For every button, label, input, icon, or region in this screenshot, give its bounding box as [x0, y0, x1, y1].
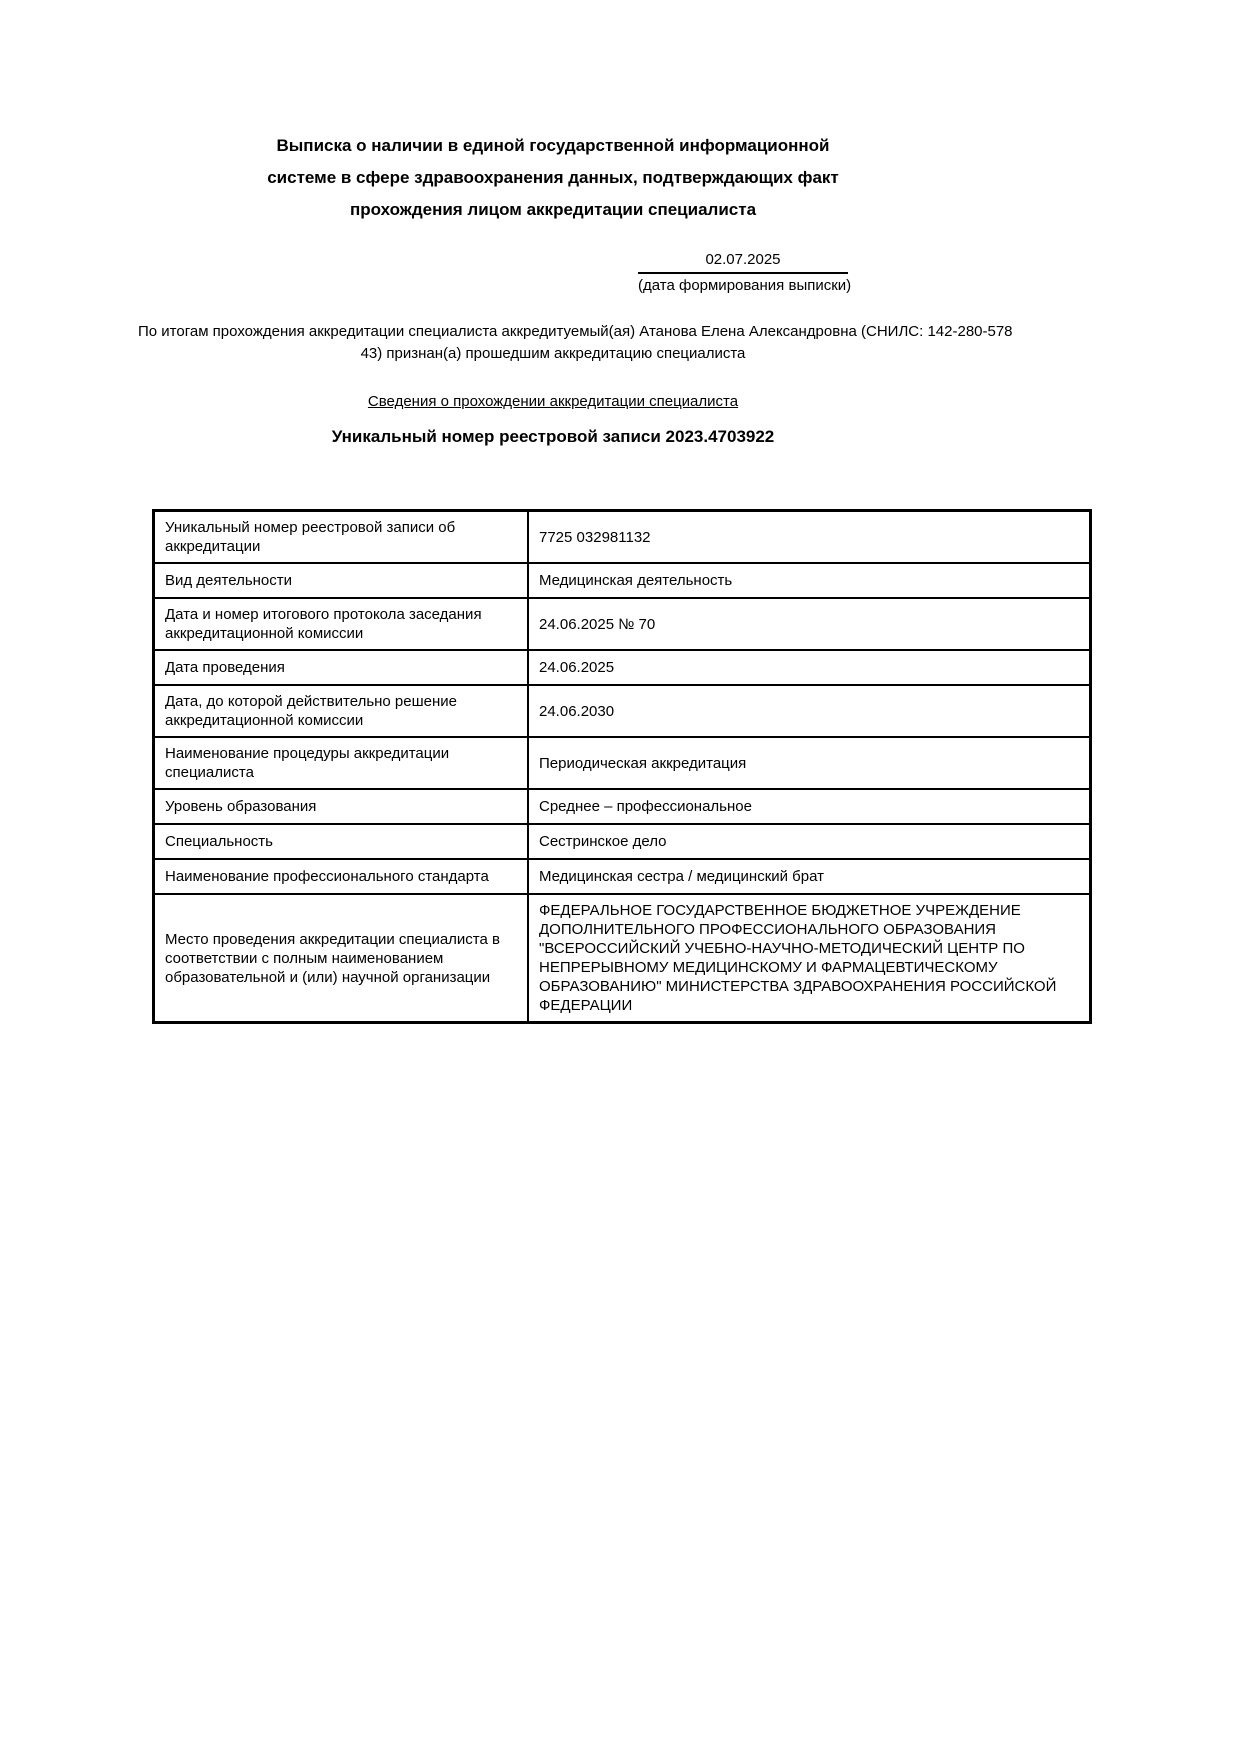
- table-row: [154, 511, 1091, 564]
- row-label: Специальность: [154, 824, 529, 859]
- table-row: [154, 789, 1091, 824]
- row-value: Периодическая аккредитация: [528, 737, 1091, 789]
- document-title-line: прохождения лицом аккредитации специалиста: [349, 200, 757, 219]
- row-label: Наименование профессионального стандарта: [154, 859, 529, 894]
- row-label: Вид деятельности: [154, 563, 529, 598]
- row-label: Дата проведения: [154, 650, 529, 685]
- table-row: [154, 563, 1091, 598]
- row-value: 24.06.2025 № 70: [528, 598, 1091, 650]
- accreditation-table: [152, 509, 1092, 1024]
- table-row: [154, 894, 1091, 1023]
- intro-line: По итогам прохождения аккредитации специалиста аккредитуемый(ая) Атанова Елена Александровна (СНИЛС: 142-280-578: [138, 323, 1013, 340]
- row-value: Медицинская деятельность: [528, 563, 1091, 598]
- row-value: 24.06.2030: [528, 685, 1091, 737]
- intro-paragraph: [138, 321, 1013, 365]
- row-label: Дата и номер итогового протокола заседания аккредитационной комиссии: [154, 598, 529, 650]
- row-value: ФЕДЕРАЛЬНОЕ ГОСУДАРСТВЕННОЕ БЮДЖЕТНОЕ УЧРЕЖДЕНИЕ ДОПОЛНИТЕЛЬНОГО ПРОФЕССИОНАЛЬНОГО ОБРАЗОВАНИЯ "ВСЕРОССИЙСКИЙ УЧЕБНО-НАУЧНО-МЕТОДИЧЕСКИЙ ЦЕНТР ПО НЕПРЕРЫВНОМУ МЕДИЦИНСКОМУ И ФАРМАЦЕВТИЧЕСКОМУ ОБРАЗОВАНИЮ" МИНИСТЕРСТВА ЗДРАВООХРАНЕНИЯ РОССИЙСКОЙ ФЕДЕРАЦИИ: [528, 894, 1091, 1023]
- row-label: Уникальный номер реестровой записи об аккредитации: [154, 511, 529, 564]
- issue-date: 02.07.2025: [638, 251, 848, 274]
- row-value: Медицинская сестра / медицинский брат: [528, 859, 1091, 894]
- issue-date-caption: (дата формирования выписки): [638, 277, 852, 294]
- registry-number-heading: Уникальный номер реестровой записи 2023.4703922: [331, 427, 775, 446]
- row-value: Сестринское дело: [528, 824, 1091, 859]
- document-title-line: системе в сфере здравоохранения данных, подтверждающих факт: [267, 168, 839, 187]
- row-label: Уровень образования: [154, 789, 529, 824]
- row-value: Среднее – профессиональное: [528, 789, 1091, 824]
- table-row: [154, 650, 1091, 685]
- section-heading: Сведения о прохождении аккредитации специалиста: [367, 393, 739, 410]
- document-title-line: Выписка о наличии в единой государственной информационной: [276, 136, 830, 155]
- table-row: [154, 598, 1091, 650]
- row-label: Дата, до которой действительно решение аккредитационной комиссии: [154, 685, 529, 737]
- document-title: [138, 0, 968, 226]
- row-label: Наименование процедуры аккредитации специалиста: [154, 737, 529, 789]
- issue-date-block: [638, 251, 852, 295]
- row-value: 7725 032981132: [528, 511, 1091, 564]
- table-row: [154, 824, 1091, 859]
- table-row: [154, 685, 1091, 737]
- table-row: [154, 859, 1091, 894]
- row-label: Место проведения аккредитации специалиста в соответствии с полным наименованием образовательной и (или) научной организации: [154, 894, 529, 1023]
- intro-line: 43) признан(а) прошедшим аккредитацию специалиста: [360, 345, 746, 362]
- table-row: [154, 737, 1091, 789]
- row-value: 24.06.2025: [528, 650, 1091, 685]
